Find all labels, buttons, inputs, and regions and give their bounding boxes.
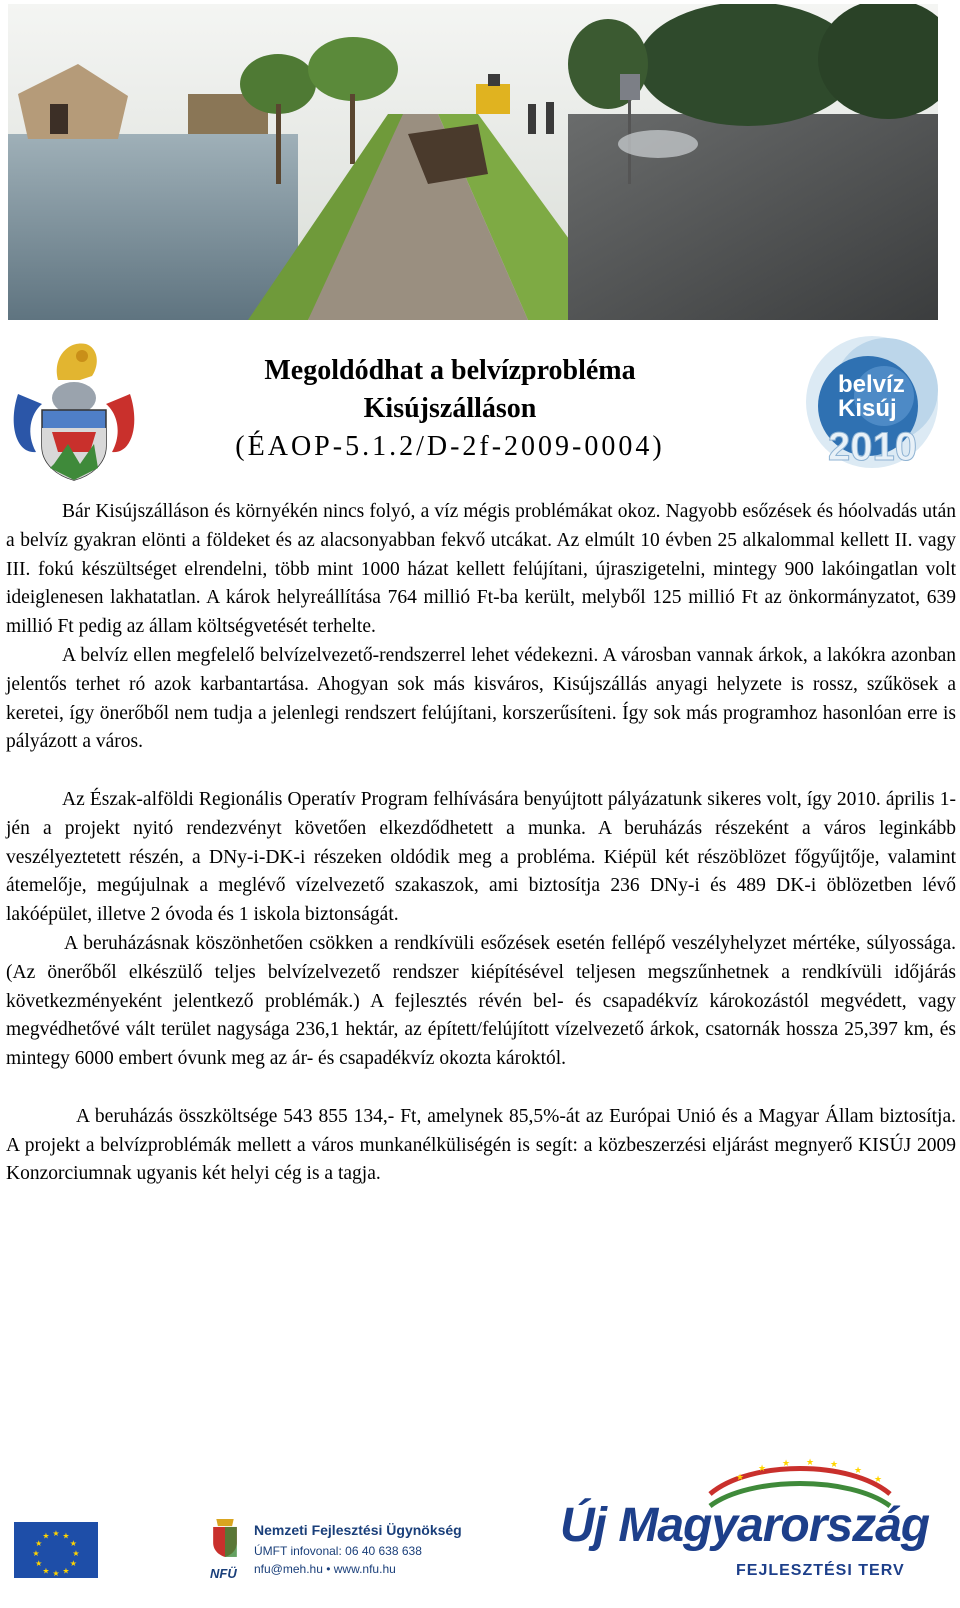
nfu-contact: nfu@meh.hu • www.nfu.hu xyxy=(254,1562,396,1576)
paragraph-1: Bár Kisújszálláson és környékén nincs folyó, a víz mégis problémákat okoz. Nagyobb esőzések és hóolvadás után a belvíz gyakran elönti a földeket és az alacsonyabban fekvő utcákat. Az elmúlt 10 évben 25 alkalommal kellett II. vagy III. fokú készültséget elrendelni, több mint 1000 házat kellett felújítani, újraszigetelni, mintegy 900 lakóingatlan volt ideiglenesen lakhatatlan. A károk helyreállítása 764 millió Ft-ba került, melyből 125 millió Ft az önkormányzatot, 639 millió Ft pedig az állam költségvetését terhelte. xyxy=(6,501,956,638)
svg-text:★: ★ xyxy=(42,1566,50,1576)
paragraph-5: A beruházás összköltsége 543 855 134,- Ft, amelynek 85,5%-át az Európai Unió és a Magyar Állam biztosítja. A projekt a belvízproblémák mellett a város munkanélküliségén is segít: a közbeszerzési eljárást megnyerő KISÚJ 2009 Konzorciumnak ugyanis két helyi cég is a tagja. xyxy=(6,1105,956,1185)
uj-magyarorszag-logo xyxy=(560,1454,950,1604)
article-body xyxy=(6,498,956,1189)
title-line-1: Megoldódhat a belvízprobléma xyxy=(264,355,636,386)
header xyxy=(0,330,960,490)
nfu-name: Nemzeti Fejlesztési Ügynökség xyxy=(254,1522,462,1538)
svg-text:★: ★ xyxy=(52,1569,60,1578)
um-title: Új Magyarország xyxy=(560,1499,930,1552)
svg-text:★: ★ xyxy=(782,1459,791,1469)
logo-text-belviz: belvíz xyxy=(838,371,905,398)
paragraph-3: Az Észak-alföldi Regionális Operatív Program felhívására benyújtott pályázatunk sikeres volt, így 2010. április 1-jén a projekt nyitó rendezvényt követően elkezdődhetett a munka. A beruházás részeként a város leginkább veszélyeztetett részén, a DNy-i-DK-i részeken oldódik meg a probléma. Kiépül két részöblözet főgyűjtője, valamint átemelője, megújulnak a meglévő vízelvezető szakaszok, ami biztosítja 236 DNy-i és 489 DK-i öblözetben lévő lakóépület, illetve 2 óvoda és 1 iskola biztonságát. xyxy=(6,788,956,926)
paragraph-4: A beruházásnak köszönhetően csökken a rendkívüli esőzések esetén fellépő veszélyhelyzet mértéke, súlyossága. (Az önerőből elkészülő teljes belvízelvezető rendszer kiépítésével teljesen megszűnhetnek a rendkívüli időjárás következményeként jelentkező problémák.) A fejlesztés révén bel- és csapadékvíz károkozástól megvédett, vagy megvédhetővé vált terület nagysága 236,1 hektár, az épített/felújított vízelvezető árkok, csatornák hossza 25,397 km, és mintegy 6000 embert óvunk meg az ár- és csapadékvíz okozta károktól. xyxy=(6,932,956,1070)
svg-text:★: ★ xyxy=(806,1458,815,1468)
svg-text:★: ★ xyxy=(69,1559,77,1568)
um-subtitle: FEJLESZTÉSI TERV xyxy=(736,1562,905,1579)
svg-text:★: ★ xyxy=(758,1464,767,1474)
svg-text:★: ★ xyxy=(52,1529,60,1538)
svg-text:★: ★ xyxy=(830,1460,839,1470)
svg-text:★: ★ xyxy=(69,1539,77,1548)
svg-text:★: ★ xyxy=(874,1475,883,1485)
svg-text:★: ★ xyxy=(35,1539,43,1548)
page-title xyxy=(160,352,740,466)
svg-text:★: ★ xyxy=(72,1549,80,1558)
logo-text-kisuj: Kisúj xyxy=(838,395,897,422)
footer-logos xyxy=(0,1450,960,1608)
svg-text:★: ★ xyxy=(62,1566,70,1576)
paragraph-spacer xyxy=(6,1074,956,1103)
project-code: (ÉAOP-5.1.2/D-2f-2009-0004) xyxy=(235,431,665,462)
paragraph-spacer xyxy=(6,757,956,786)
svg-text:★: ★ xyxy=(736,1473,745,1483)
belviz-kisuj-2010-logo xyxy=(798,336,958,472)
svg-text:★: ★ xyxy=(32,1549,40,1558)
nfu-infovonal: ÚMFT infovonal: 06 40 638 638 xyxy=(254,1544,422,1558)
svg-text:★: ★ xyxy=(42,1531,50,1541)
coat-of-arms-icon xyxy=(8,334,140,484)
title-line-2: Kisújszálláson xyxy=(363,393,537,424)
nfu-logo xyxy=(210,1518,510,1598)
svg-text:★: ★ xyxy=(35,1559,43,1568)
svg-text:★: ★ xyxy=(62,1531,70,1541)
banner-photo-collage xyxy=(8,4,938,320)
nfu-abbreviation: NFÜ xyxy=(210,1566,237,1581)
logo-year: 2010 xyxy=(828,425,917,469)
eu-flag-icon xyxy=(14,1522,98,1578)
svg-text:★: ★ xyxy=(854,1466,863,1476)
paragraph-2: A belvíz ellen megfelelő belvízelvezető-rendszerrel lehet védekezni. A városban vannak árkok, a lakókra azonban jelentős terhet ró azok karbantartása. Ahogyan sok más kisváros, Kisújszállás anyagi helyzete is rossz, szűkösek a keretei, így önerőből nem tudja a jelenlegi rendszert felújítani, korszerűsíteni. Így sok más programhoz hasonlóan erre is pályázott a város. xyxy=(6,644,956,753)
